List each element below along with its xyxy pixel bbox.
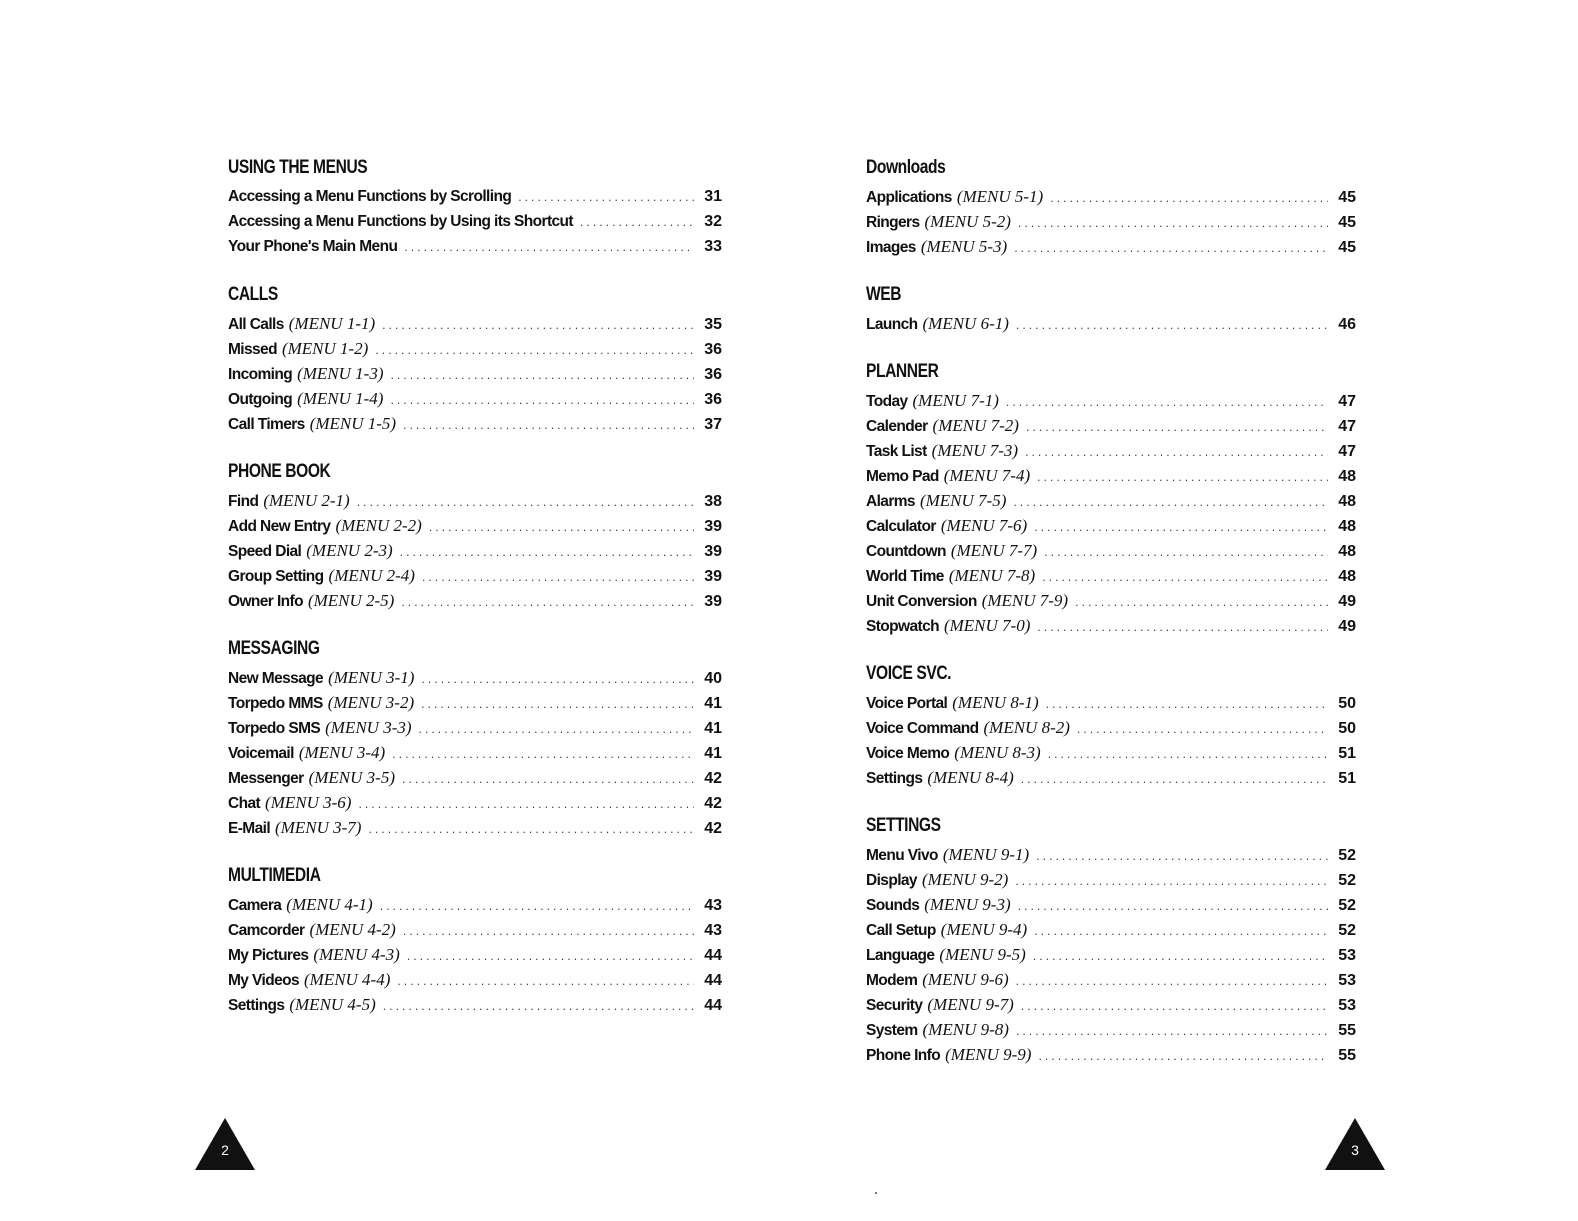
entry-label: Phone Info	[866, 1047, 941, 1064]
entry-menu-code: (MENU 3-4)	[298, 743, 386, 762]
dot-leader	[1036, 467, 1328, 492]
dot-leader	[420, 694, 694, 719]
entry-label: Security	[866, 997, 923, 1014]
toc-entry[interactable]	[228, 790, 722, 815]
toc-entry[interactable]	[866, 209, 1356, 234]
toc-entry[interactable]	[228, 538, 722, 563]
toc-entry[interactable]	[866, 413, 1356, 438]
entry-label: Find	[228, 493, 259, 510]
toc-section	[866, 279, 1356, 336]
entry-menu-code: (MENU 9-8)	[922, 1020, 1009, 1039]
entry-label: Call Setup	[866, 922, 936, 939]
toc-entry[interactable]	[866, 488, 1356, 513]
section-title: USING THE MENUS	[228, 157, 368, 178]
entry-page-number: 53	[1338, 997, 1356, 1014]
dot-leader	[1049, 188, 1328, 213]
dot-leader	[418, 719, 694, 744]
dot-leader	[421, 567, 694, 592]
entry-page-number: 38	[704, 493, 722, 510]
dot-leader	[1013, 238, 1328, 263]
entry-page-number: 53	[1338, 947, 1356, 964]
toc-entry[interactable]	[866, 438, 1356, 463]
entry-page-number: 39	[704, 518, 722, 535]
left-page-marker	[195, 1118, 255, 1170]
entry-menu-code: (MENU 2-1)	[263, 491, 350, 510]
dot-leader	[374, 340, 694, 365]
entry-page-number: 55	[1338, 1047, 1356, 1064]
entry-page-number: 44	[704, 997, 722, 1014]
dot-leader	[382, 996, 694, 1021]
toc-entry[interactable]	[866, 184, 1356, 209]
toc-entry[interactable]	[866, 917, 1356, 942]
entry-page-number: 51	[1338, 770, 1356, 787]
dot-leader	[1033, 517, 1328, 542]
toc-entry[interactable]	[228, 690, 722, 715]
entry-menu-code: (MENU 8-3)	[954, 743, 1041, 762]
right-page-number: 3	[1351, 1142, 1359, 1158]
toc-entry[interactable]	[866, 588, 1356, 613]
entry-label: Unit Conversion	[866, 593, 977, 610]
entry-menu-code: (MENU 7-7)	[950, 541, 1038, 560]
section-title: WEB	[866, 284, 902, 305]
entry-menu-code: (MENU 9-1)	[942, 845, 1030, 864]
dot-leader	[1017, 213, 1328, 238]
toc-entry[interactable]	[866, 942, 1356, 967]
dot-leader	[1025, 417, 1328, 442]
toc-entry[interactable]	[228, 917, 722, 942]
entry-label: Your Phone's Main Menu	[228, 238, 398, 255]
entry-menu-code: (MENU 4-1)	[286, 895, 373, 914]
toc-entry[interactable]	[866, 234, 1356, 259]
entry-page-number: 52	[1338, 897, 1356, 914]
dot-leader	[1015, 315, 1328, 340]
dot-leader	[389, 390, 694, 415]
dot-leader	[400, 592, 694, 617]
entry-menu-code: (MENU 1-1)	[288, 314, 376, 333]
dot-leader	[579, 212, 694, 237]
entry-page-number: 31	[704, 188, 722, 205]
entry-page-number: 47	[1338, 393, 1356, 410]
toc-entry[interactable]	[866, 967, 1356, 992]
toc-entry[interactable]	[228, 715, 722, 740]
toc-entry[interactable]	[228, 665, 722, 690]
entry-label: My Pictures	[228, 947, 309, 964]
dot-leader	[402, 921, 694, 946]
entry-page-number: 49	[1338, 618, 1356, 635]
toc-entry[interactable]	[228, 209, 722, 234]
toc-entry[interactable]	[866, 1017, 1356, 1042]
entry-page-number: 43	[704, 897, 722, 914]
entry-menu-code: (MENU 3-6)	[265, 793, 352, 812]
entry-page-number: 48	[1338, 493, 1356, 510]
entry-label: World Time	[866, 568, 944, 585]
entry-menu-code: (MENU 2-4)	[328, 566, 415, 585]
entry-menu-code: (MENU 9-2)	[921, 870, 1009, 889]
dot-leader	[396, 971, 694, 996]
toc-entry[interactable]	[866, 842, 1356, 867]
entry-page-number: 46	[1338, 316, 1356, 333]
entry-label: Images	[866, 239, 916, 256]
dot-leader	[1014, 871, 1328, 896]
section-title: PLANNER	[866, 361, 939, 382]
entry-menu-code: (MENU 9-9)	[945, 1045, 1032, 1064]
toc-entry[interactable]	[228, 361, 722, 386]
entry-page-number: 52	[1338, 922, 1356, 939]
entry-label: Ringers	[866, 214, 920, 231]
entry-page-number: 45	[1338, 214, 1356, 231]
dot-leader	[406, 946, 694, 971]
entry-page-number: 42	[704, 820, 722, 837]
entry-page-number: 32	[704, 213, 722, 230]
entry-page-number: 39	[704, 568, 722, 585]
toc-section	[866, 810, 1356, 1067]
entry-label: Modem	[866, 972, 918, 989]
toc-entry[interactable]	[866, 1042, 1356, 1067]
entry-page-number: 42	[704, 795, 722, 812]
entry-menu-code: (MENU 2-3)	[306, 541, 393, 560]
dot-leader	[1045, 694, 1328, 719]
entry-menu-code: (MENU 1-2)	[281, 339, 369, 358]
entry-page-number: 33	[704, 238, 722, 255]
entry-menu-code: (MENU 4-2)	[309, 920, 396, 939]
dot-leader	[401, 769, 694, 794]
toc-section	[866, 658, 1356, 790]
entry-label: Torpedo MMS	[228, 695, 323, 712]
entry-label: Voice Memo	[866, 745, 950, 762]
right-toc-column	[866, 152, 1356, 1087]
toc-section	[866, 356, 1356, 638]
entry-label: Calculator	[866, 518, 936, 535]
toc-entry[interactable]	[228, 815, 722, 840]
section-title: SETTINGS	[866, 815, 941, 836]
toc-entry[interactable]	[228, 892, 722, 917]
toc-entry[interactable]	[866, 740, 1356, 765]
dot-leader	[357, 794, 694, 819]
toc-section	[228, 456, 722, 613]
entry-page-number: 52	[1338, 847, 1356, 864]
entry-page-number: 45	[1338, 239, 1356, 256]
entry-label: Menu Vivo	[866, 847, 938, 864]
entry-menu-code: (MENU 7-5)	[919, 491, 1007, 510]
toc-entry[interactable]	[228, 234, 722, 259]
entry-page-number: 53	[1338, 972, 1356, 989]
entry-menu-code: (MENU 7-8)	[948, 566, 1036, 585]
entry-label: Display	[866, 872, 917, 889]
entry-label: Camcorder	[228, 922, 305, 939]
entry-label: Task List	[866, 443, 927, 460]
entry-menu-code: (MENU 8-4)	[927, 768, 1014, 787]
toc-entry[interactable]	[866, 463, 1356, 488]
entry-page-number: 49	[1338, 593, 1356, 610]
entry-label: Outgoing	[228, 391, 293, 408]
entry-menu-code: (MENU 6-1)	[922, 314, 1009, 333]
toc-entry[interactable]	[866, 388, 1356, 413]
entry-page-number: 55	[1338, 1022, 1356, 1039]
entry-page-number: 51	[1338, 745, 1356, 762]
entry-menu-code: (MENU 5-1)	[956, 187, 1044, 206]
scan-speck	[875, 1192, 877, 1194]
entry-label: Voice Portal	[866, 695, 948, 712]
entry-menu-code: (MENU 7-2)	[932, 416, 1019, 435]
entry-menu-code: (MENU 7-3)	[931, 441, 1019, 460]
entry-menu-code: (MENU 1-4)	[297, 389, 384, 408]
toc-entry[interactable]	[228, 942, 722, 967]
entry-label: All Calls	[228, 316, 284, 333]
entry-menu-code: (MENU 4-3)	[313, 945, 400, 964]
entry-page-number: 47	[1338, 443, 1356, 460]
entry-menu-code: (MENU 4-4)	[303, 970, 391, 989]
entry-menu-code: (MENU 3-2)	[327, 693, 415, 712]
entry-page-number: 37	[704, 416, 722, 433]
toc-entry[interactable]	[866, 538, 1356, 563]
entry-label: Call Timers	[228, 416, 305, 433]
entry-label: Chat	[228, 795, 261, 812]
dot-leader	[399, 542, 694, 567]
dot-leader	[391, 744, 694, 769]
entry-page-number: 48	[1338, 543, 1356, 560]
toc-entry[interactable]	[228, 563, 722, 588]
section-title: Downloads	[866, 157, 946, 178]
entry-label: My Videos	[228, 972, 299, 989]
toc-entry[interactable]	[866, 613, 1356, 638]
entry-menu-code: (MENU 9-3)	[924, 895, 1011, 914]
toc-entry[interactable]	[228, 488, 722, 513]
toc-entry[interactable]	[228, 336, 722, 361]
toc-section	[228, 860, 722, 1017]
section-title: VOICE SVC.	[866, 663, 952, 684]
dot-leader	[1041, 567, 1328, 592]
toc-entry[interactable]	[228, 765, 722, 790]
toc-section	[866, 152, 1356, 259]
toc-entry[interactable]	[228, 311, 722, 336]
entry-page-number: 48	[1338, 518, 1356, 535]
dot-leader	[1020, 769, 1328, 794]
entry-menu-code: (MENU 9-4)	[940, 920, 1028, 939]
entry-label: Incoming	[228, 366, 293, 383]
entry-label: Add New Entry	[228, 518, 331, 535]
left-page-number: 2	[221, 1142, 229, 1158]
entry-page-number: 42	[704, 770, 722, 787]
dot-leader	[403, 237, 694, 262]
toc-entry[interactable]	[228, 967, 722, 992]
entry-menu-code: (MENU 7-1)	[912, 391, 999, 410]
entry-label: Torpedo SMS	[228, 720, 321, 737]
toc-entry[interactable]	[228, 588, 722, 613]
entry-menu-code: (MENU 9-7)	[927, 995, 1014, 1014]
entry-label: Accessing a Menu Functions by Scrolling	[228, 188, 512, 205]
toc-entry[interactable]	[228, 513, 722, 538]
toc-section	[228, 279, 722, 436]
entry-label: Sounds	[866, 897, 920, 914]
entry-menu-code: (MENU 7-9)	[981, 591, 1069, 610]
entry-label: Group Setting	[228, 568, 324, 585]
toc-entry[interactable]	[866, 690, 1356, 715]
entry-page-number: 36	[704, 391, 722, 408]
dot-leader	[1017, 896, 1328, 921]
dot-leader	[390, 365, 695, 390]
toc-entry[interactable]	[228, 740, 722, 765]
entry-page-number: 44	[704, 947, 722, 964]
entry-menu-code: (MENU 1-5)	[309, 414, 397, 433]
entry-menu-code: (MENU 8-1)	[952, 693, 1039, 712]
section-title: PHONE BOOK	[228, 461, 331, 482]
toc-entry[interactable]	[228, 411, 722, 436]
dot-leader	[1020, 996, 1328, 1021]
entry-menu-code: (MENU 3-7)	[275, 818, 362, 837]
right-page-marker	[1325, 1118, 1385, 1170]
dot-leader	[1047, 744, 1328, 769]
entry-label: Calender	[866, 418, 928, 435]
toc-entry[interactable]	[866, 765, 1356, 790]
entry-label: Launch	[866, 316, 918, 333]
toc-entry[interactable]	[866, 311, 1356, 336]
entry-page-number: 39	[704, 593, 722, 610]
entry-page-number: 36	[704, 341, 722, 358]
entry-label: System	[866, 1022, 918, 1039]
dot-leader	[381, 315, 694, 340]
entry-menu-code: (MENU 5-2)	[924, 212, 1011, 231]
entry-menu-code: (MENU 7-4)	[943, 466, 1031, 485]
entry-menu-code: (MENU 2-2)	[335, 516, 422, 535]
entry-label: Today	[866, 393, 908, 410]
dot-leader	[1033, 921, 1328, 946]
entry-page-number: 44	[704, 972, 722, 989]
dot-leader	[428, 517, 694, 542]
left-toc-column	[228, 152, 722, 1037]
entry-page-number: 41	[704, 745, 722, 762]
entry-label: Voice Command	[866, 720, 979, 737]
dot-leader	[1015, 971, 1328, 996]
dot-leader	[1037, 1046, 1328, 1071]
entry-label: Voicemail	[228, 745, 294, 762]
entry-label: Speed Dial	[228, 543, 302, 560]
dot-leader	[1015, 1021, 1328, 1046]
entry-page-number: 48	[1338, 568, 1356, 585]
entry-label: Stopwatch	[866, 618, 939, 635]
toc-section	[228, 633, 722, 840]
toc-entry[interactable]	[228, 386, 722, 411]
entry-page-number: 35	[704, 316, 722, 333]
dot-leader	[1074, 592, 1328, 617]
entry-menu-code: (MENU 9-5)	[939, 945, 1026, 964]
entry-page-number: 41	[704, 695, 722, 712]
entry-menu-code: (MENU 5-3)	[920, 237, 1008, 256]
toc-section	[228, 152, 722, 259]
dot-leader	[367, 819, 694, 844]
dot-leader	[1076, 719, 1328, 744]
entry-page-number: 48	[1338, 468, 1356, 485]
entry-page-number: 45	[1338, 189, 1356, 206]
entry-page-number: 47	[1338, 418, 1356, 435]
entry-page-number: 41	[704, 720, 722, 737]
dot-leader	[1024, 442, 1328, 467]
entry-label: Settings	[866, 770, 923, 787]
entry-page-number: 36	[704, 366, 722, 383]
entry-page-number: 50	[1338, 720, 1356, 737]
entry-label: New Message	[228, 670, 324, 687]
dot-leader	[420, 669, 694, 694]
entry-label: Camera	[228, 897, 282, 914]
entry-menu-code: (MENU 8-2)	[983, 718, 1070, 737]
dot-leader	[1012, 492, 1328, 517]
entry-menu-code: (MENU 3-3)	[325, 718, 412, 737]
section-title: CALLS	[228, 284, 278, 305]
entry-menu-code: (MENU 4-5)	[289, 995, 376, 1014]
section-title: MULTIMEDIA	[228, 865, 321, 886]
entry-menu-code: (MENU 7-0)	[943, 616, 1031, 635]
dot-leader	[1036, 617, 1328, 642]
entry-label: Applications	[866, 189, 952, 206]
section-title: MESSAGING	[228, 638, 320, 659]
entry-menu-code: (MENU 2-5)	[307, 591, 395, 610]
toc-entry[interactable]	[866, 715, 1356, 740]
entry-menu-code: (MENU 3-1)	[328, 668, 415, 687]
entry-page-number: 43	[704, 922, 722, 939]
toc-entry[interactable]	[866, 867, 1356, 892]
entry-page-number: 50	[1338, 695, 1356, 712]
toc-entry[interactable]	[866, 563, 1356, 588]
dot-leader	[1032, 946, 1328, 971]
dot-leader	[402, 415, 694, 440]
entry-label: Messenger	[228, 770, 304, 787]
entry-page-number: 39	[704, 543, 722, 560]
entry-label: Owner Info	[228, 593, 303, 610]
entry-menu-code: (MENU 9-6)	[922, 970, 1009, 989]
toc-entry[interactable]	[866, 513, 1356, 538]
entry-label: Settings	[228, 997, 285, 1014]
entry-label: Alarms	[866, 493, 915, 510]
entry-menu-code: (MENU 1-3)	[297, 364, 384, 383]
toc-entry[interactable]	[866, 992, 1356, 1017]
entry-label: E-Mail	[228, 820, 271, 837]
toc-entry[interactable]	[866, 892, 1356, 917]
entry-label: Accessing a Menu Functions by Using its Shortcut	[228, 213, 573, 230]
entry-menu-code: (MENU 7-6)	[940, 516, 1028, 535]
entry-page-number: 52	[1338, 872, 1356, 889]
toc-entry[interactable]	[228, 184, 722, 209]
entry-label: Countdown	[866, 543, 946, 560]
entry-page-number: 40	[704, 670, 722, 687]
entry-label: Language	[866, 947, 935, 964]
entry-menu-code: (MENU 3-5)	[308, 768, 395, 787]
toc-entry[interactable]	[228, 992, 722, 1017]
entry-label: Missed	[228, 341, 277, 358]
dot-leader	[1005, 392, 1328, 417]
entry-label: Memo Pad	[866, 468, 939, 485]
dot-leader	[379, 896, 694, 921]
dot-leader	[1035, 846, 1328, 871]
dot-leader	[1043, 542, 1328, 567]
